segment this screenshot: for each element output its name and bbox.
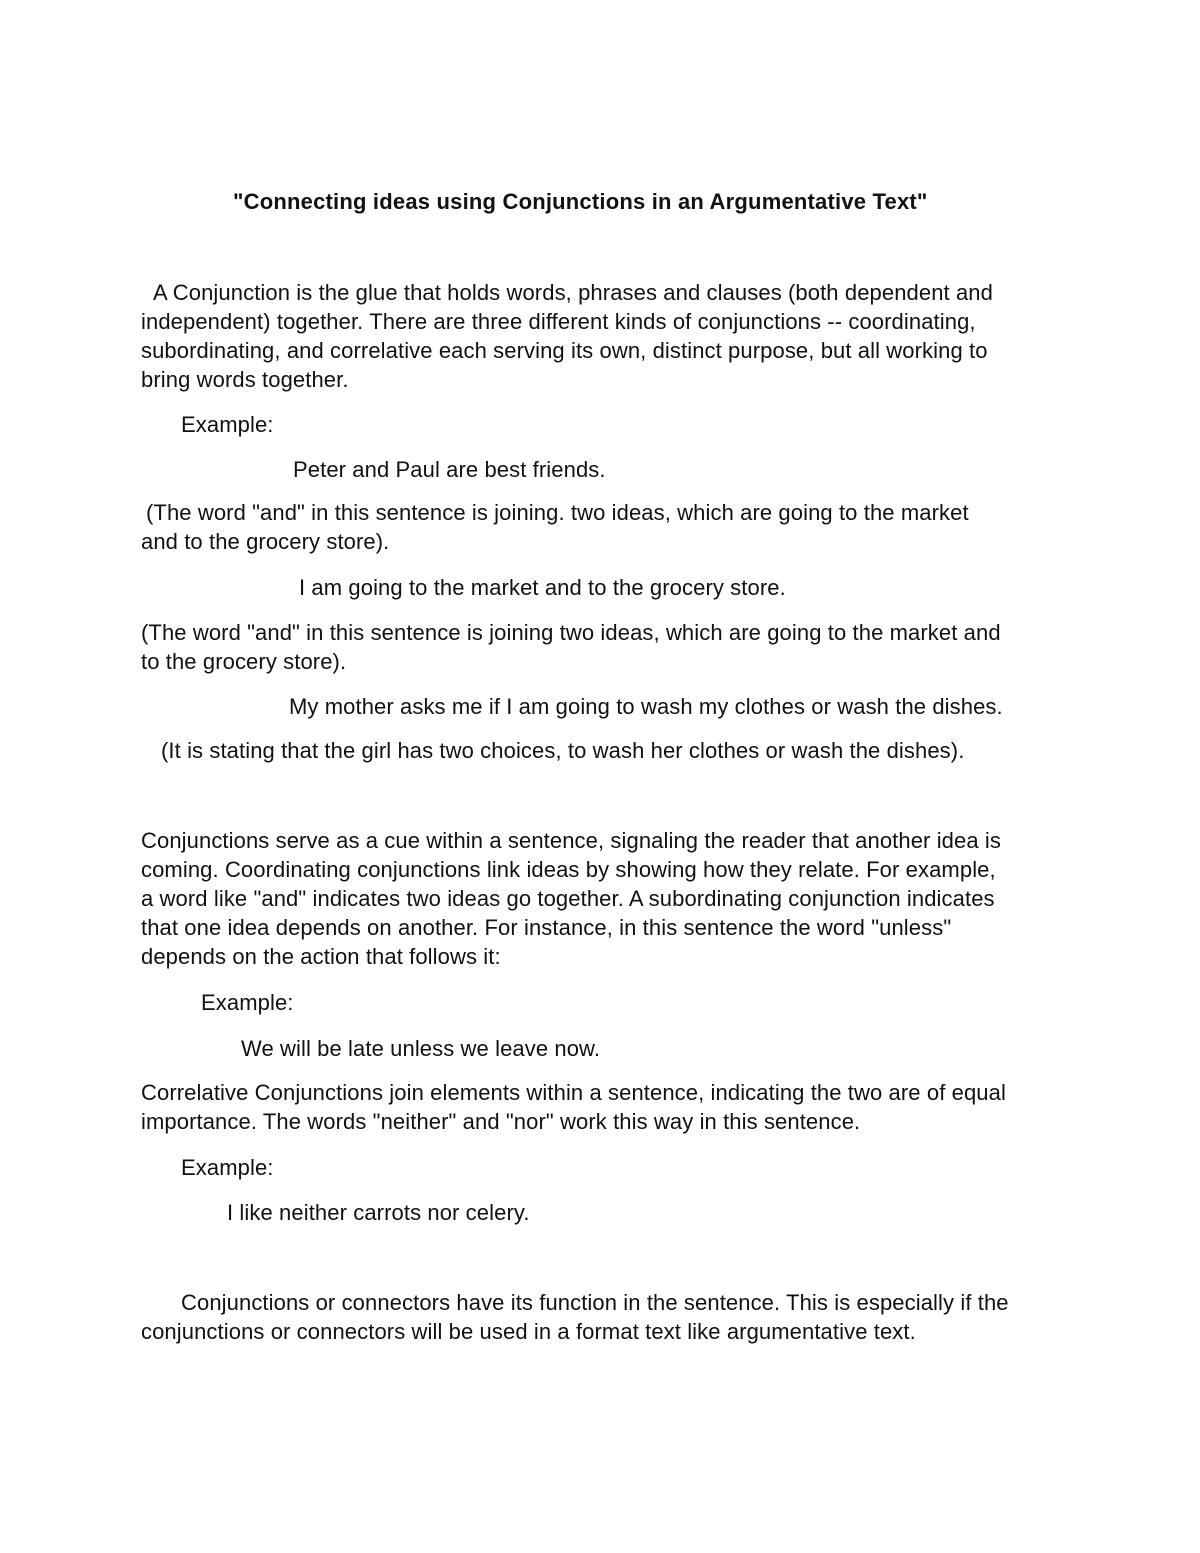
example3-sentence: My mother asks me if I am going to wash my clothes or wash the dishes. bbox=[289, 694, 1003, 719]
example4-label: Example: bbox=[201, 990, 294, 1015]
explanation2-line-2: to the grocery store). bbox=[141, 649, 347, 674]
cue-paragraph-line-1: Conjunctions serve as a cue within a sentence, signaling the reader that another idea is bbox=[141, 828, 1001, 853]
cue-paragraph-line-3: a word like "and" indicates two ideas go together. A subordinating conjunction indicates bbox=[141, 886, 995, 911]
closing-paragraph-line-2: conjunctions or connectors will be used in a format text like argumentative text. bbox=[141, 1319, 916, 1344]
cue-paragraph-line-2: coming. Coordinating conjunctions link ideas by showing how they relate. For example, bbox=[141, 857, 996, 882]
document-title: "Connecting ideas using Conjunctions in an Argumentative Text" bbox=[233, 189, 928, 214]
explanation3: (It is stating that the girl has two choices, to wash her clothes or wash the dishes). bbox=[161, 738, 965, 763]
correlative-paragraph-line-1: Correlative Conjunctions join elements within a sentence, indicating the two are of equal bbox=[141, 1080, 1006, 1105]
example5-sentence: I like neither carrots nor celery. bbox=[227, 1200, 530, 1225]
example1-label: Example: bbox=[181, 412, 274, 437]
example1-sentence: Peter and Paul are best friends. bbox=[293, 457, 606, 482]
explanation1-line-1: (The word "and" in this sentence is joining. two ideas, which are going to the market bbox=[146, 500, 969, 525]
cue-paragraph-line-5: depends on the action that follows it: bbox=[141, 944, 501, 969]
explanation2-line-1: (The word "and" in this sentence is joining two ideas, which are going to the market and bbox=[141, 620, 1001, 645]
example4-sentence: We will be late unless we leave now. bbox=[241, 1036, 601, 1061]
correlative-paragraph-line-2: importance. The words "neither" and "nor" work this way in this sentence. bbox=[141, 1109, 861, 1134]
example2-sentence: I am going to the market and to the grocery store. bbox=[299, 575, 786, 600]
intro-line-4: bring words together. bbox=[141, 367, 349, 392]
closing-paragraph-line-1: Conjunctions or connectors have its function in the sentence. This is especially if the bbox=[181, 1290, 1009, 1315]
intro-line-3: subordinating, and correlative each serving its own, distinct purpose, but all working to bbox=[141, 338, 988, 363]
example5-label: Example: bbox=[181, 1155, 274, 1180]
intro-line-2: independent) together. There are three different kinds of conjunctions -- coordinating, bbox=[141, 309, 976, 334]
explanation1-line-2: and to the grocery store). bbox=[141, 529, 390, 554]
intro-line-1: A Conjunction is the glue that holds words, phrases and clauses (both dependent and bbox=[153, 280, 993, 305]
cue-paragraph-line-4: that one idea depends on another. For instance, in this sentence the word "unless" bbox=[141, 915, 952, 940]
